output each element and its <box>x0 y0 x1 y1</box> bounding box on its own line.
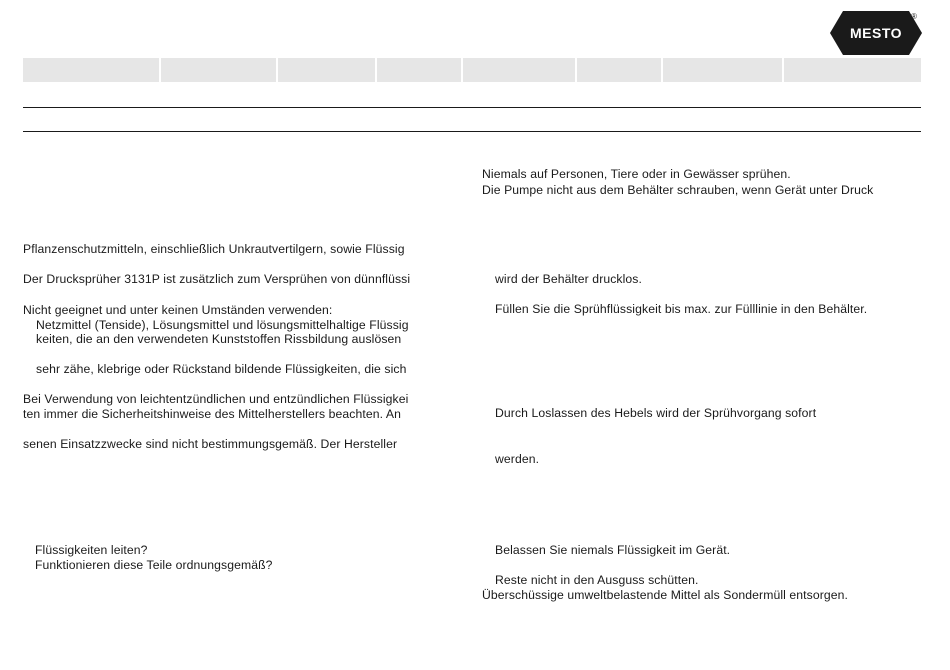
table-rule <box>23 131 921 132</box>
right-text-line: Belassen Sie niemals Flüssigkeit im Gerät. <box>495 543 731 557</box>
registered-mark: ® <box>911 12 917 21</box>
table-rule <box>23 107 921 108</box>
mesto-logo <box>829 10 923 56</box>
left-text-line: Netzmittel (Tenside), Lösungsmittel und lösungsmittelhaltige Flüssig <box>36 318 409 332</box>
column-divider <box>782 58 784 82</box>
left-text-line: Nicht geeignet und unter keinen Umständen verwenden: <box>23 303 333 317</box>
left-text-line: keiten, die an den verwendeten Kunststoffen Rissbildung auslösen <box>36 332 402 346</box>
right-text-line: Reste nicht in den Ausguss schütten. <box>495 573 699 587</box>
left-text-line: Der Drucksprüher 3131P ist zusätzlich zum Versprühen von dünnflüssi <box>23 272 411 286</box>
left-text-line: Pflanzenschutzmitteln, einschließlich Unkrautvertilgern, sowie Flüssig <box>23 242 405 256</box>
right-text-line: Niemals auf Personen, Tiere oder in Gewässer sprühen. <box>482 167 791 181</box>
left-text-line: Bei Verwendung von leichtentzündlichen und entzündlichen Flüssigkei <box>23 392 409 406</box>
column-divider <box>159 58 161 82</box>
left-text-line: sehr zähe, klebrige oder Rückstand bildende Flüssigkeiten, die sich <box>36 362 407 376</box>
column-divider <box>276 58 278 82</box>
left-text-line: Funktionieren diese Teile ordnungsgemäß? <box>35 558 273 572</box>
left-text-line: Flüssigkeiten leiten? <box>35 543 148 557</box>
right-text-line: Füllen Sie die Sprühflüssigkeit bis max. zur Fülllinie in den Behälter. <box>495 302 868 316</box>
table-header-band <box>23 58 921 82</box>
right-text-line: Durch Loslassen des Hebels wird der Sprühvorgang sofort <box>495 406 817 420</box>
right-text-line: Die Pumpe nicht aus dem Behälter schrauben, wenn Gerät unter Druck <box>482 183 874 197</box>
column-divider <box>461 58 463 82</box>
left-text-line: ten immer die Sicherheitshinweise des Mittelherstellers beachten. An <box>23 407 402 421</box>
logo-wordmark: MESTO <box>849 25 903 41</box>
column-divider <box>575 58 577 82</box>
column-divider <box>661 58 663 82</box>
right-text-line: werden. <box>495 452 540 466</box>
column-divider <box>375 58 377 82</box>
right-text-line: Überschüssige umweltbelastende Mittel als Sondermüll entsorgen. <box>482 588 849 602</box>
left-text-line: senen Einsatzzwecke sind nicht bestimmungsgemäß. Der Hersteller <box>23 437 398 451</box>
right-text-line: wird der Behälter drucklos. <box>495 272 642 286</box>
